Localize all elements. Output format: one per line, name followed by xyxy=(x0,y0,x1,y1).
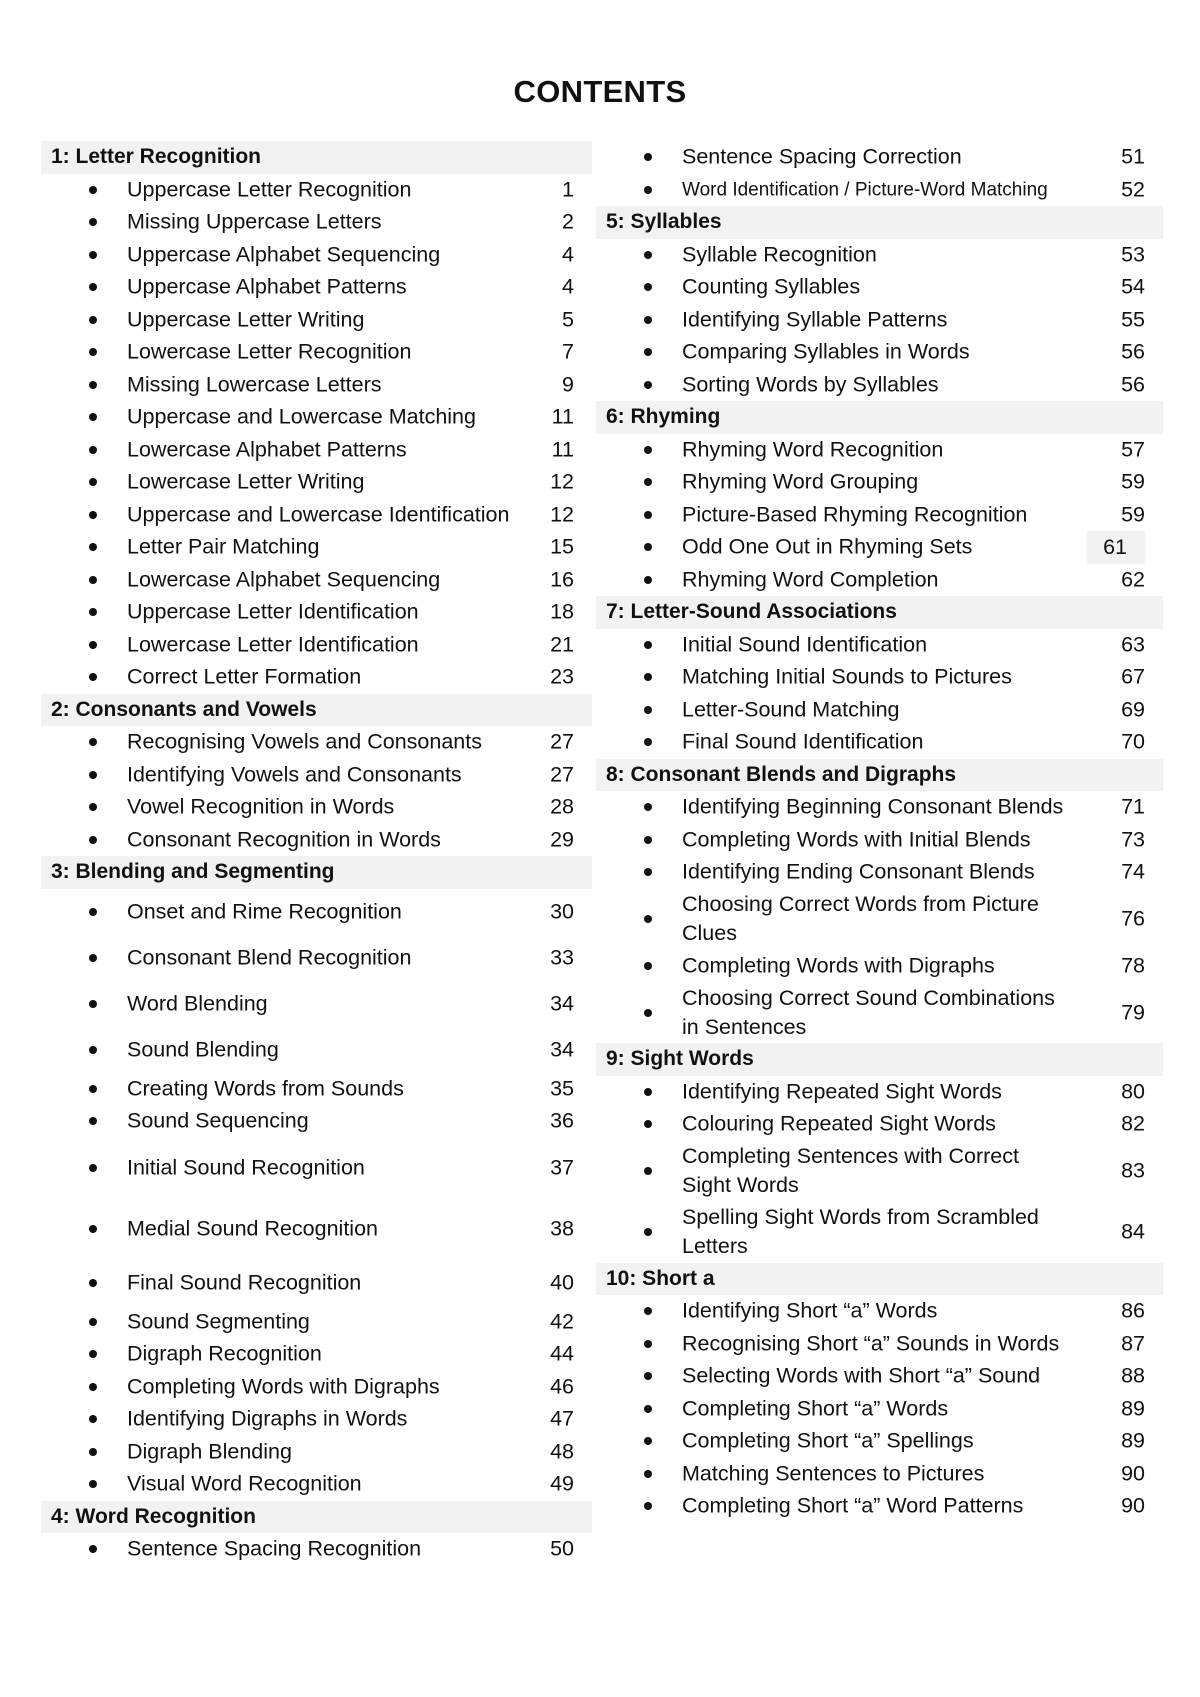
bullet-icon xyxy=(89,1318,97,1326)
page-number: 36 xyxy=(550,1108,574,1133)
bullet-icon xyxy=(644,1228,652,1236)
entry-title: Rhyming Word Completion xyxy=(682,567,939,592)
entry-title: Lowercase Letter Writing xyxy=(127,469,365,494)
contents-entry xyxy=(596,434,1163,467)
contents-entry xyxy=(41,1073,592,1106)
contents-entry xyxy=(596,239,1163,272)
entry-title: Completing Words with Digraphs xyxy=(127,1374,440,1399)
contents-entry xyxy=(596,1295,1163,1328)
bullet-icon xyxy=(89,1350,97,1358)
bullet-icon xyxy=(89,478,97,486)
contents-entry xyxy=(596,466,1163,499)
entry-title: Spelling Sight Words from Scrambled Letters xyxy=(682,1205,1039,1258)
contents-entry xyxy=(41,466,592,499)
entry-title: Lowercase Alphabet Sequencing xyxy=(127,567,441,592)
contents-entry xyxy=(41,1199,592,1260)
contents-entry xyxy=(596,1141,1163,1202)
bullet-icon xyxy=(644,1372,652,1380)
page-number: 82 xyxy=(1121,1111,1145,1136)
contents-entry xyxy=(41,661,592,694)
entry-title: Missing Lowercase Letters xyxy=(127,372,382,397)
page-number: 59 xyxy=(1121,469,1145,494)
entry-title: Word Blending xyxy=(127,991,268,1015)
entry-title: Final Sound Recognition xyxy=(127,1270,362,1294)
page-number: 63 xyxy=(1121,632,1145,657)
entry-title: Lowercase Letter Identification xyxy=(127,632,419,657)
contents-entry xyxy=(41,824,592,857)
section-heading: 9: Sight Words xyxy=(596,1043,1163,1076)
entry-title: Lowercase Letter Recognition xyxy=(127,339,412,364)
entry-title: Correct Letter Formation xyxy=(127,664,362,689)
entry-title: Uppercase and Lowercase Matching xyxy=(127,404,476,429)
page-number: 54 xyxy=(1121,274,1145,299)
bullet-icon xyxy=(89,1085,97,1093)
page-number: 11 xyxy=(551,437,574,462)
contents-entry xyxy=(596,791,1163,824)
bullet-icon xyxy=(644,1437,652,1445)
bullet-icon xyxy=(89,1117,97,1125)
entry-title: Completing Short “a” Word Patterns xyxy=(682,1493,1024,1518)
contents-entry xyxy=(41,1105,592,1138)
bullet-icon xyxy=(89,511,97,519)
bullet-icon xyxy=(89,186,97,194)
entry-title: Selecting Words with Short “a” Sound xyxy=(682,1363,1041,1388)
contents-entry xyxy=(41,336,592,369)
page-number: 56 xyxy=(1121,339,1145,364)
entry-title: Completing Sentences with Correct Sight Words xyxy=(682,1144,1019,1197)
page-number: 84 xyxy=(1121,1219,1145,1244)
entry-title: Odd One Out in Rhyming Sets xyxy=(682,534,973,559)
page-number: 37 xyxy=(550,1155,574,1180)
bullet-icon xyxy=(644,1340,652,1348)
entry-title: Identifying Repeated Sight Words xyxy=(682,1079,1002,1104)
contents-entry xyxy=(41,1306,592,1339)
entry-title: Digraph Blending xyxy=(127,1439,292,1464)
bullet-icon xyxy=(89,1480,97,1488)
bullet-icon xyxy=(644,446,652,454)
bullet-icon xyxy=(89,348,97,356)
entry-title: Uppercase Alphabet Patterns xyxy=(127,274,407,299)
contents-entry xyxy=(596,369,1163,402)
entry-title: Completing Short “a” Spellings xyxy=(682,1428,974,1453)
contents-entry xyxy=(596,1328,1163,1361)
bullet-icon xyxy=(89,543,97,551)
contents-entry xyxy=(41,596,592,629)
bullet-icon xyxy=(644,706,652,714)
page-number: 7 xyxy=(562,339,574,364)
bullet-icon xyxy=(89,576,97,584)
contents-entry xyxy=(596,856,1163,889)
entry-title: Completing Words with Digraphs xyxy=(682,953,995,978)
page-number: 18 xyxy=(550,599,574,624)
bullet-icon xyxy=(89,1000,97,1008)
page-number: 57 xyxy=(1121,437,1145,462)
page-title: CONTENTS xyxy=(513,74,687,109)
contents-entry xyxy=(41,1338,592,1371)
page-number: 16 xyxy=(550,567,574,592)
contents-entry xyxy=(41,1027,592,1073)
page-number: 12 xyxy=(550,502,574,527)
contents-entry xyxy=(596,694,1163,727)
entry-title: Syllable Recognition xyxy=(682,242,877,267)
entry-title: Lowercase Alphabet Patterns xyxy=(127,437,407,462)
page-number: 21 xyxy=(550,632,574,657)
section-heading: 1: Letter Recognition xyxy=(41,141,592,174)
entry-title: Identifying Short “a” Words xyxy=(682,1298,938,1323)
bullet-icon xyxy=(644,348,652,356)
bullet-icon xyxy=(644,641,652,649)
entry-title: Uppercase Letter Writing xyxy=(127,307,365,332)
page-number: 40 xyxy=(550,1270,574,1294)
page-number: 2 xyxy=(562,209,574,234)
section-heading: 5: Syllables xyxy=(596,206,1163,239)
contents-entry xyxy=(596,661,1163,694)
bullet-icon xyxy=(644,1088,652,1096)
page-number: 49 xyxy=(550,1471,574,1496)
bullet-icon xyxy=(89,836,97,844)
page-number: 23 xyxy=(550,664,574,689)
contents-entry xyxy=(41,401,592,434)
contents-entry xyxy=(596,499,1163,532)
bullet-icon xyxy=(89,1415,97,1423)
contents-entry xyxy=(596,982,1163,1043)
page-number: 34 xyxy=(550,991,574,1015)
page-number: 69 xyxy=(1121,697,1145,722)
contents-entry xyxy=(596,1108,1163,1141)
page-number: 51 xyxy=(1121,144,1145,169)
bullet-icon xyxy=(89,738,97,746)
page-number: 74 xyxy=(1121,859,1145,884)
bullet-icon xyxy=(644,1120,652,1128)
entry-title: Completing Words with Initial Blends xyxy=(682,827,1031,852)
entry-title: Missing Uppercase Letters xyxy=(127,209,382,234)
entry-title: Uppercase and Lowercase Identification xyxy=(127,502,510,527)
entry-title: Identifying Vowels and Consonants xyxy=(127,762,462,787)
page-number: 87 xyxy=(1121,1331,1145,1356)
contents-entry xyxy=(41,174,592,207)
entry-title: Letter Pair Matching xyxy=(127,534,320,559)
bullet-icon xyxy=(89,954,97,962)
bullet-icon xyxy=(644,1470,652,1478)
contents-entry xyxy=(596,271,1163,304)
page-number: 62 xyxy=(1121,567,1145,592)
contents-entry xyxy=(596,1360,1163,1393)
bullet-icon xyxy=(89,251,97,259)
entry-title: Visual Word Recognition xyxy=(127,1471,362,1496)
contents-entry xyxy=(596,950,1163,983)
entry-title: Creating Words from Sounds xyxy=(127,1076,404,1101)
entry-title: Onset and Rime Recognition xyxy=(127,899,402,923)
contents-entry xyxy=(41,434,592,467)
bullet-icon xyxy=(644,738,652,746)
contents-entry xyxy=(596,1490,1163,1523)
section-heading: 2: Consonants and Vowels xyxy=(41,694,592,727)
entry-title: Initial Sound Identification xyxy=(682,632,928,657)
page-number: 67 xyxy=(1121,664,1145,689)
bullet-icon xyxy=(644,576,652,584)
contents-entry xyxy=(596,889,1163,950)
contents-entry xyxy=(41,1468,592,1501)
bullet-icon xyxy=(644,283,652,291)
bullet-icon xyxy=(89,413,97,421)
contents-entry xyxy=(41,629,592,662)
entry-title: Sound Blending xyxy=(127,1037,279,1061)
bullet-icon xyxy=(89,218,97,226)
page-number: 47 xyxy=(550,1406,574,1431)
contents-entry xyxy=(41,369,592,402)
contents-entry xyxy=(596,174,1163,207)
contents-entry xyxy=(596,304,1163,337)
page-number: 4 xyxy=(562,274,574,299)
bullet-icon xyxy=(89,283,97,291)
entry-title: Choosing Correct Words from Picture Clues xyxy=(682,892,1039,945)
page-number: 15 xyxy=(550,534,574,559)
bullet-icon xyxy=(644,1405,652,1413)
bullet-icon xyxy=(89,1164,97,1172)
bullet-icon xyxy=(644,1009,652,1017)
page-number: 11 xyxy=(551,404,574,429)
section-heading: 6: Rhyming xyxy=(596,401,1163,434)
bullet-icon xyxy=(644,153,652,161)
page-number: 71 xyxy=(1121,794,1145,819)
page-number: 27 xyxy=(550,729,574,754)
entry-title: Sorting Words by Syllables xyxy=(682,372,939,397)
page-number: 76 xyxy=(1121,906,1145,931)
entry-title: Sound Sequencing xyxy=(127,1108,309,1133)
page-number: 90 xyxy=(1121,1493,1145,1518)
page-number: 53 xyxy=(1121,242,1145,267)
page-number: 48 xyxy=(550,1439,574,1464)
entry-title: Comparing Syllables in Words xyxy=(682,339,970,364)
entry-title: Colouring Repeated Sight Words xyxy=(682,1111,996,1136)
bullet-icon xyxy=(644,1167,652,1175)
contents-entry xyxy=(596,141,1163,174)
contents-entry xyxy=(596,629,1163,662)
bullet-icon xyxy=(89,316,97,324)
bullet-icon xyxy=(644,803,652,811)
page-number: 50 xyxy=(550,1536,574,1561)
bullet-icon xyxy=(89,1383,97,1391)
contents-entry xyxy=(41,791,592,824)
contents-entry xyxy=(41,1138,592,1199)
page-number: 38 xyxy=(550,1216,574,1241)
entry-title: Initial Sound Recognition xyxy=(127,1155,365,1180)
entry-title: Vowel Recognition in Words xyxy=(127,794,395,819)
entry-title: Identifying Beginning Consonant Blends xyxy=(682,794,1064,819)
entry-title: Identifying Digraphs in Words xyxy=(127,1406,408,1431)
bullet-icon xyxy=(89,1448,97,1456)
contents-entry xyxy=(41,239,592,272)
page-number: 30 xyxy=(550,899,574,923)
page-number: 73 xyxy=(1121,827,1145,852)
page-number: 80 xyxy=(1121,1079,1145,1104)
entry-title: Recognising Vowels and Consonants xyxy=(127,729,482,754)
bullet-icon xyxy=(89,771,97,779)
contents-entry xyxy=(41,935,592,981)
bullet-icon xyxy=(644,511,652,519)
bullet-icon xyxy=(89,803,97,811)
contents-entry xyxy=(596,726,1163,759)
page-number: 70 xyxy=(1121,729,1145,754)
bullet-icon xyxy=(644,186,652,194)
contents-entry xyxy=(596,1202,1163,1263)
bullet-icon xyxy=(89,1046,97,1054)
page-number: 46 xyxy=(550,1374,574,1399)
entry-title: Identifying Ending Consonant Blends xyxy=(682,859,1035,884)
page-number: 78 xyxy=(1121,953,1145,978)
contents-entry xyxy=(596,1425,1163,1458)
bullet-icon xyxy=(644,316,652,324)
contents-column-left xyxy=(41,141,592,1566)
page-number: 86 xyxy=(1121,1298,1145,1323)
bullet-icon xyxy=(644,1502,652,1510)
entry-title: Sound Segmenting xyxy=(127,1309,310,1334)
page-number: 1 xyxy=(562,177,574,202)
contents-entry xyxy=(596,824,1163,857)
page-number: 79 xyxy=(1121,1000,1145,1024)
bullet-icon xyxy=(89,673,97,681)
contents-entry xyxy=(41,271,592,304)
bullet-icon xyxy=(644,251,652,259)
entry-title: Word Identification / Picture-Word Matching xyxy=(682,179,1048,201)
entry-title: Completing Short “a” Words xyxy=(682,1396,949,1421)
page-number: 4 xyxy=(562,242,574,267)
page-number: 29 xyxy=(550,827,574,852)
contents-entry xyxy=(41,889,592,935)
contents-entry xyxy=(41,1371,592,1404)
bullet-icon xyxy=(644,381,652,389)
page-number: 61 xyxy=(1087,531,1145,564)
bullet-icon xyxy=(644,836,652,844)
section-heading: 4: Word Recognition xyxy=(41,1501,592,1534)
bullet-icon xyxy=(644,868,652,876)
bullet-icon xyxy=(89,641,97,649)
entry-title: Uppercase Alphabet Sequencing xyxy=(127,242,441,267)
entry-title: Rhyming Word Recognition xyxy=(682,437,944,462)
contents-entry xyxy=(41,1533,592,1566)
page-number: 89 xyxy=(1121,1396,1145,1421)
page-number: 12 xyxy=(550,469,574,494)
entry-title: Medial Sound Recognition xyxy=(127,1216,378,1241)
entry-title: Final Sound Identification xyxy=(682,729,924,754)
entry-title: Recognising Short “a” Sounds in Words xyxy=(682,1331,1060,1356)
bullet-icon xyxy=(89,908,97,916)
contents-entry xyxy=(41,304,592,337)
entry-title: Matching Sentences to Pictures xyxy=(682,1461,985,1486)
entry-title: Matching Initial Sounds to Pictures xyxy=(682,664,1012,689)
page-number: 52 xyxy=(1121,177,1145,202)
contents-entry xyxy=(41,564,592,597)
entry-title: Counting Syllables xyxy=(682,274,861,299)
contents-entry xyxy=(596,1076,1163,1109)
contents-entry xyxy=(41,726,592,759)
contents-entry xyxy=(596,564,1163,597)
contents-entry xyxy=(596,1458,1163,1491)
contents-entry xyxy=(596,531,1163,564)
bullet-icon xyxy=(644,915,652,923)
page-number: 44 xyxy=(550,1341,574,1366)
bullet-icon xyxy=(89,1225,97,1233)
page-number: 89 xyxy=(1121,1428,1145,1453)
entry-title: Consonant Blend Recognition xyxy=(127,945,412,969)
entry-title: Identifying Syllable Patterns xyxy=(682,307,948,332)
bullet-icon xyxy=(89,381,97,389)
entry-title: Sentence Spacing Correction xyxy=(682,144,962,169)
page-number: 27 xyxy=(550,762,574,787)
bullet-icon xyxy=(89,1279,97,1287)
entry-title: Sentence Spacing Recognition xyxy=(127,1536,422,1561)
entry-title: Consonant Recognition in Words xyxy=(127,827,441,852)
bullet-icon xyxy=(644,478,652,486)
page-number: 56 xyxy=(1121,372,1145,397)
bullet-icon xyxy=(89,608,97,616)
contents-entry xyxy=(41,1260,592,1306)
page-number: 55 xyxy=(1121,307,1145,332)
bullet-icon xyxy=(644,962,652,970)
contents-entry xyxy=(41,1403,592,1436)
section-heading: 7: Letter-Sound Associations xyxy=(596,596,1163,629)
bullet-icon xyxy=(89,446,97,454)
entry-title: Choosing Correct Sound Combinations in Sentences xyxy=(682,985,1055,1039)
contents-entry xyxy=(41,1436,592,1469)
contents-entry xyxy=(41,499,592,532)
contents-entry xyxy=(596,1393,1163,1426)
page-number: 90 xyxy=(1121,1461,1145,1486)
page-number: 28 xyxy=(550,794,574,819)
page-number: 88 xyxy=(1121,1363,1145,1388)
page-number: 42 xyxy=(550,1309,574,1334)
page-number: 59 xyxy=(1121,502,1145,527)
contents-entry xyxy=(41,981,592,1027)
section-heading: 8: Consonant Blends and Digraphs xyxy=(596,759,1163,792)
entry-title: Letter-Sound Matching xyxy=(682,697,900,722)
contents-entry xyxy=(41,759,592,792)
page-number: 5 xyxy=(562,307,574,332)
contents-entry xyxy=(41,206,592,239)
section-heading: 10: Short a xyxy=(596,1263,1163,1296)
bullet-icon xyxy=(644,673,652,681)
entry-title: Uppercase Letter Identification xyxy=(127,599,419,624)
entry-title: Rhyming Word Grouping xyxy=(682,469,919,494)
section-heading: 3: Blending and Segmenting xyxy=(41,856,592,889)
bullet-icon xyxy=(644,1307,652,1315)
bullet-icon xyxy=(89,1545,97,1553)
contents-entry xyxy=(41,531,592,564)
page-number: 9 xyxy=(562,372,574,397)
entry-title: Digraph Recognition xyxy=(127,1341,322,1366)
bullet-icon xyxy=(644,543,652,551)
page-number: 83 xyxy=(1121,1158,1145,1183)
entry-title: Picture-Based Rhyming Recognition xyxy=(682,502,1028,527)
entry-title: Uppercase Letter Recognition xyxy=(127,177,412,202)
contents-column-right xyxy=(596,141,1163,1523)
page-number: 33 xyxy=(550,945,574,969)
page-number: 34 xyxy=(550,1037,574,1061)
contents-entry xyxy=(596,336,1163,369)
page-number: 35 xyxy=(550,1076,574,1101)
